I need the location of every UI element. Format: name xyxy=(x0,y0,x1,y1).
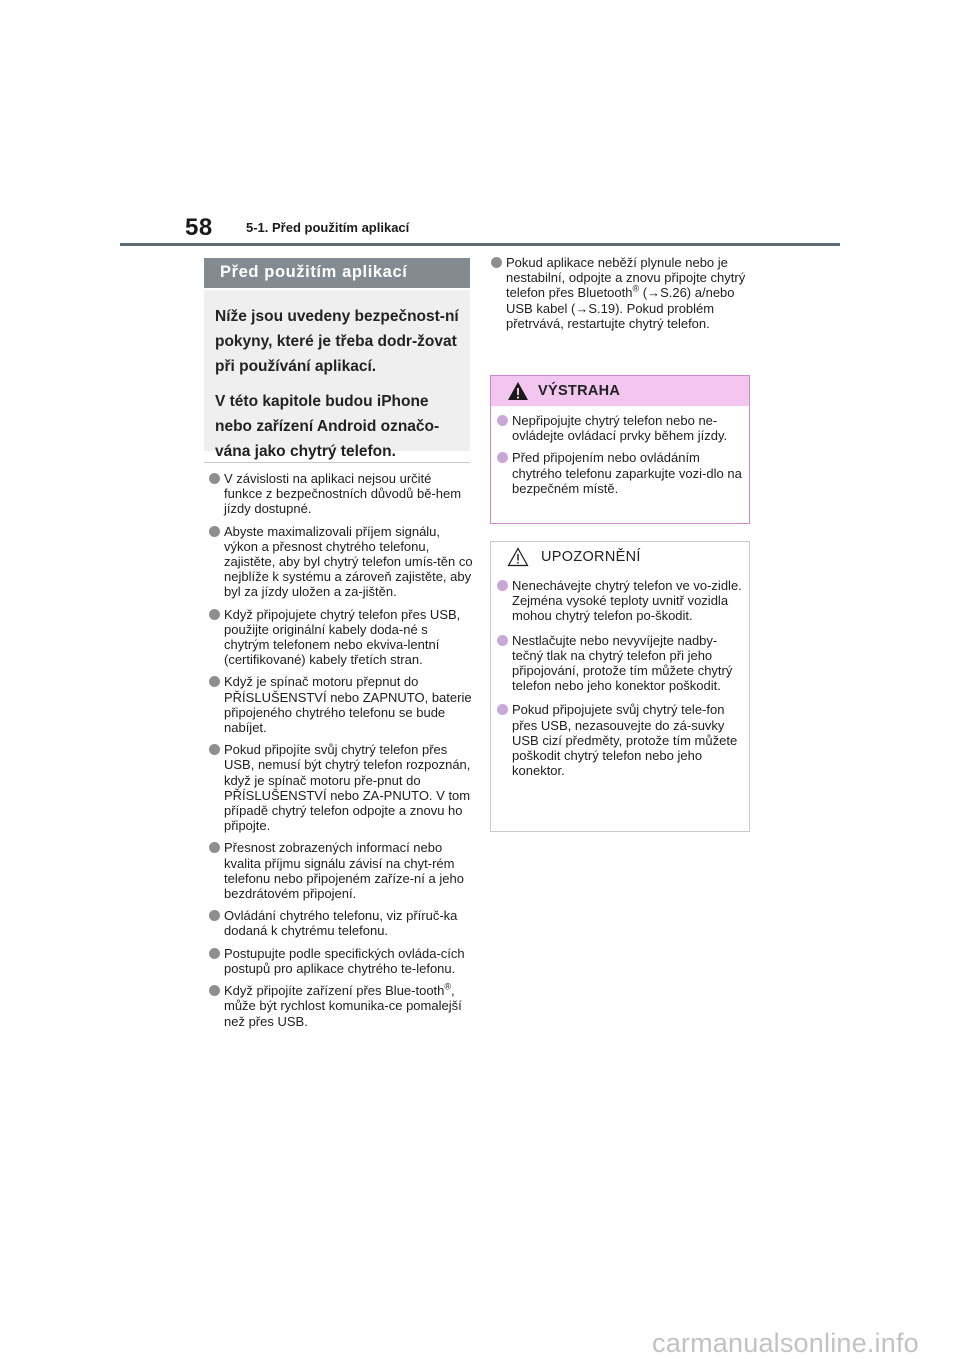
page-number: 58 xyxy=(185,214,213,241)
warning-box xyxy=(490,375,750,524)
right-column-note xyxy=(491,255,753,338)
bullet-icon xyxy=(497,415,508,426)
bullet-icon xyxy=(209,609,220,620)
caution-box xyxy=(490,541,750,832)
list-item-text: Pokud připojujete svůj chytrý tele-fon přes USB, nezasouvejte do zá-suvky USB cizí předměty, protože tím můžete poškodit chytrý telefon nebo jeho konektor. xyxy=(512,702,738,779)
warning-title: VÝSTRAHA xyxy=(538,383,621,399)
list-item-text: Před připojením nebo ovládáním chytrého telefonu zaparkujte vozi-dlo na bezpečném místě. xyxy=(512,450,742,496)
bullet-icon xyxy=(209,842,220,853)
list-item-text: Přesnost zobrazených informací nebo kvalita příjmu signálu závisí na chyt-rém telefonu nebo připojeném zaříze-ní a jeho bezdrátovém připojení. xyxy=(224,840,464,902)
bullet-icon xyxy=(497,635,508,646)
list-item xyxy=(497,450,743,496)
bullet-icon xyxy=(209,676,220,687)
list-item xyxy=(209,674,473,735)
watermark: carmanualsonline.info xyxy=(652,1328,919,1358)
warning-triangle-icon xyxy=(507,381,529,405)
list-item-text: Nepřipojujte chytrý telefon nebo ne-ovládejte ovládací prvky během jízdy. xyxy=(512,413,728,444)
list-item-text: Když připojujete chytrý telefon přes USB, použijte originální kabely doda-né s chytrým telefonem nebo ekviva-lentní (certifikované) kabely třetích stran. xyxy=(224,606,461,668)
notes-list xyxy=(209,471,473,1029)
list-item-text: Když je spínač motoru přepnut do PŘÍSLUŠENSTVÍ nebo ZAPNUTO, baterie připojeného chytrého telefonu se bude nabíjet. xyxy=(224,674,472,736)
bullet-icon xyxy=(209,526,220,537)
list-item xyxy=(209,524,473,600)
list-item xyxy=(209,983,473,1029)
caution-header xyxy=(491,542,749,572)
list-item xyxy=(497,413,743,443)
list-item-text: Pokud aplikace neběží plynule nebo je nestabilní, odpojte a znovu připojte chytrý telefon přes Bluetooth xyxy=(506,255,746,301)
intro-divider xyxy=(204,462,470,463)
list-item-text: (→S.26) a/nebo USB kabel (→S.19). Pokud problém přetrvává, restartujte chytrý telefon. xyxy=(506,285,735,331)
bullet-icon xyxy=(209,948,220,959)
warning-header xyxy=(491,376,749,406)
list-item xyxy=(497,633,743,694)
list-item xyxy=(497,578,743,624)
list-item xyxy=(497,702,743,778)
list-item xyxy=(209,471,473,517)
intro-box xyxy=(204,290,470,460)
caution-title: UPOZORNĚNÍ xyxy=(541,549,641,565)
bullet-icon xyxy=(497,452,508,463)
list-item-text: Ovládání chytrého telefonu, viz příruč-ka dodaná k chytrému telefonu. xyxy=(224,908,458,939)
list-item xyxy=(209,607,473,668)
bullet-icon xyxy=(497,580,508,591)
intro-paragraph: V této kapitole budou iPhone nebo zařízení Android označo-vána jako chytrý telefon. xyxy=(215,393,440,460)
list-item-text: Nestlačujte nebo nevyvíjejte nadby-tečný tlak na chytrý telefon při jeho připojování, protože tím můžete chytrý telefon nebo jeho konektor poškodit. xyxy=(512,632,733,694)
list-item xyxy=(209,742,473,833)
list-item-text: Když připojíte zařízení přes Blue-tooth xyxy=(224,983,445,999)
bullet-icon xyxy=(209,910,220,921)
caution-triangle-icon xyxy=(507,547,529,571)
bullet-icon xyxy=(209,985,220,996)
list-item-text: V závislosti na aplikaci nejsou určité funkce z bezpečnostních důvodů bě-hem jízdy dostupné. xyxy=(224,471,462,517)
list-item-text: , může být rychlost komunika-ce pomalejší než přes USB. xyxy=(224,983,462,1029)
header-divider xyxy=(120,243,840,246)
list-item xyxy=(209,840,473,901)
intro-paragraph: Níže jsou uvedeny bezpečnost-ní pokyny, které je třeba dodr-žovat při používání aplikací. xyxy=(215,308,459,375)
section-header: 5-1. Před použitím aplikací xyxy=(246,220,410,235)
left-column xyxy=(209,471,473,1036)
bullet-icon xyxy=(209,473,220,484)
registered-mark: ® xyxy=(632,284,640,295)
section-title: Před použitím aplikací xyxy=(204,258,470,288)
bullet-icon xyxy=(497,704,508,715)
list-item xyxy=(209,908,473,938)
list-item-text: Abyste maximalizovali příjem signálu, výkon a přesnost chytrého telefonu, zajistěte, aby byl chytrý telefon umís-těn co nejblíže k systému a zároveň zajistěte, aby byl za jízdy uložen a za-jištěn. xyxy=(224,523,473,600)
bullet-icon xyxy=(491,257,502,268)
list-item-text: Pokud připojíte svůj chytrý telefon přes USB, nemusí být chytrý telefon rozpoznán, když je spínač motoru pře-pnut do PŘÍSLUŠENSTVÍ nebo ZA-PNUTO. V tom případě chytrý telefon odpojte a znovu ho připojte. xyxy=(224,742,471,834)
list-item xyxy=(209,946,473,976)
list-item-text: Postupujte podle specifických ovláda-cích postupů pro aplikace chytrého te-lefonu. xyxy=(224,945,465,976)
bullet-icon xyxy=(209,744,220,755)
registered-mark: ® xyxy=(444,981,452,992)
list-item-text: Nenechávejte chytrý telefon ve vo-zidle. Zejména vysoké teploty uvnitř vozidla mohou chytrý telefon po-škodit. xyxy=(512,578,742,624)
list-item xyxy=(491,255,753,331)
